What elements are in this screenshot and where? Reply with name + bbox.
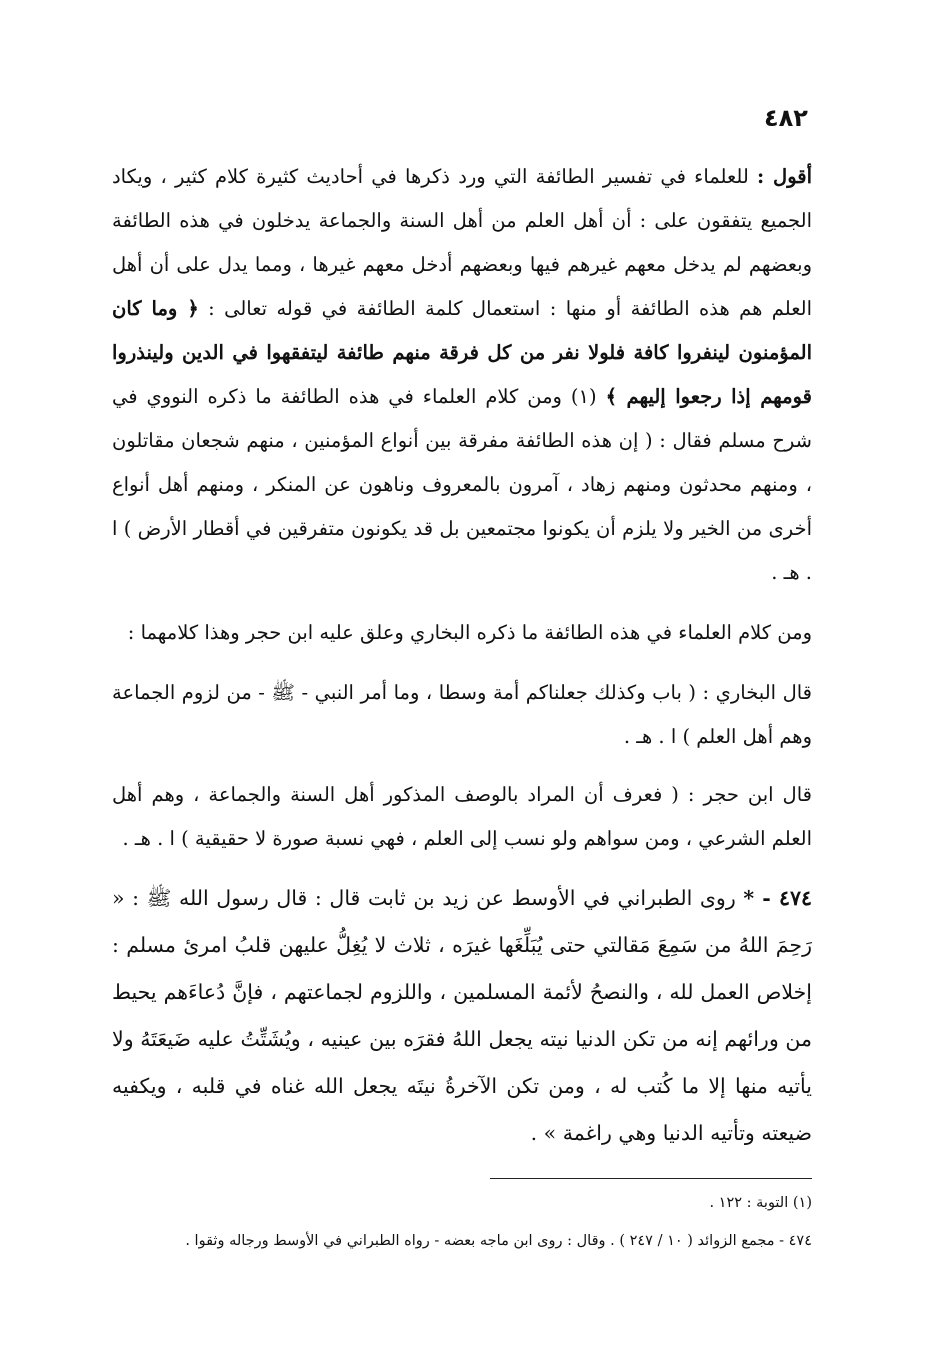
footnotes bbox=[112, 1184, 812, 1260]
footnote-474: ٤٧٤ - مجمع الزوائد ( ١٠ / ٢٤٧ ) . وقال : روى ابن ماجه بعضه - رواه الطبراني في الأوسط ورجاله وثقوا . bbox=[185, 1233, 812, 1249]
hadith-474 bbox=[112, 875, 812, 1157]
paragraph-bukhari-intro: ومن كلام العلماء في هذه الطائفة ما ذكره البخاري وعلق عليه ابن حجر وهذا كلامهما : bbox=[127, 621, 812, 644]
paragraph-bukhari-quote: قال البخاري : ( باب وكذلك جعلناكم أمة وسطا ، وما أمر النبي - ﷺ - من لزوم الجماعة وهم أهل العلم ) ا . هـ . bbox=[112, 681, 812, 748]
paragraph-tafsir-taifa bbox=[112, 155, 812, 595]
paragraph-text-nawawi: ومن كلام العلماء في هذه الطائفة ما ذكره النووي في شرح مسلم فقال : ( إن هذه الطائفة مفرقة بين أنواع المؤمنين ، منهم شجعان مقاتلون ، ومنهم محدثون ومنهم زهاد ، آمرون بالمعروف وناهون عن المنكر ، ومنهم أهل أنواع أخرى من الخير ولا يلزم أن يكونوا مجتمعين بل قد يكونون متفرقين في أقطار الأرض ) ا . هـ . bbox=[112, 385, 812, 584]
hadith-text: « رَحِمَ اللهُ من سَمِعَ مَقالتي حتى يُبَلِّغَها غيرَه ، ثلاث لا يُغِلُّ عليهن قلبُ امرئ مسلم : إخلاص العمل لله ، والنصحُ لأئمة المسلمين ، واللزوم لجماعتهم ، فإنَّ دُعاءَهم يحيط من ورائهم إنه من تكن الدنيا نيته يجعل اللهُ فقرَه بين عينيه ، ويُشَتِّتُ عليه ضَيعَتَهُ ولا يأتيه منها إلا ما كُتب له ، ومن تكن الآخرةُ نيتَه يجعل الله غناه في قلبه ، ويكفيه ضيعته وتأتيه الدنيا وهي راغمة » . bbox=[112, 886, 812, 1145]
hadith-number: ٤٧٤ - * bbox=[743, 886, 812, 910]
paragraph-ibn-hajar-quote: قال ابن حجر : ( فعرف أن المراد بالوصف المذكور أهل السنة والجماعة ، وهم أهل العلم الشرعي ، ومن سواهم ولو نسب إلى العلم ، فهي نسبة صورة لا حقيقية ) ا . هـ . bbox=[112, 783, 812, 850]
paragraph-lead: أقول : bbox=[757, 165, 813, 188]
quran-verse: ﴿ وما كان المؤمنون لينفروا كافة فلولا نفر من كل فرقة منهم طائفة ليتفقهوا في الدين ولينذروا قومهم إذا رجعوا إليهم ﴾ bbox=[112, 297, 812, 408]
page-body bbox=[112, 155, 812, 1157]
page-number: ٤٨٢ bbox=[764, 104, 808, 132]
footnote-divider bbox=[490, 1178, 812, 1179]
footnote-ref: (١) bbox=[561, 385, 606, 408]
hadith-intro: روى الطبراني في الأوسط عن زيد بن ثابت قال : قال رسول الله ﷺ : bbox=[124, 886, 744, 910]
paragraph-text: للعلماء في تفسير الطائفة التي ورد ذكرها في أحاديث كثيرة كلام كثير ، ويكاد الجميع يتفقون على : أن أهل العلم من أهل السنة والجماعة يدخلون في هذه الطائفة وبعضهم لم يدخل معهم غيرهم فيها وبعضهم أدخل معهم غيرها ، ومما يدل على أن أهل العلم هم هذه الطائفة أو منها : استعمال كلمة الطائفة في قوله تعالى : bbox=[112, 165, 812, 320]
footnote-1: (١) التوبة : ١٢٢ . bbox=[709, 1195, 812, 1211]
